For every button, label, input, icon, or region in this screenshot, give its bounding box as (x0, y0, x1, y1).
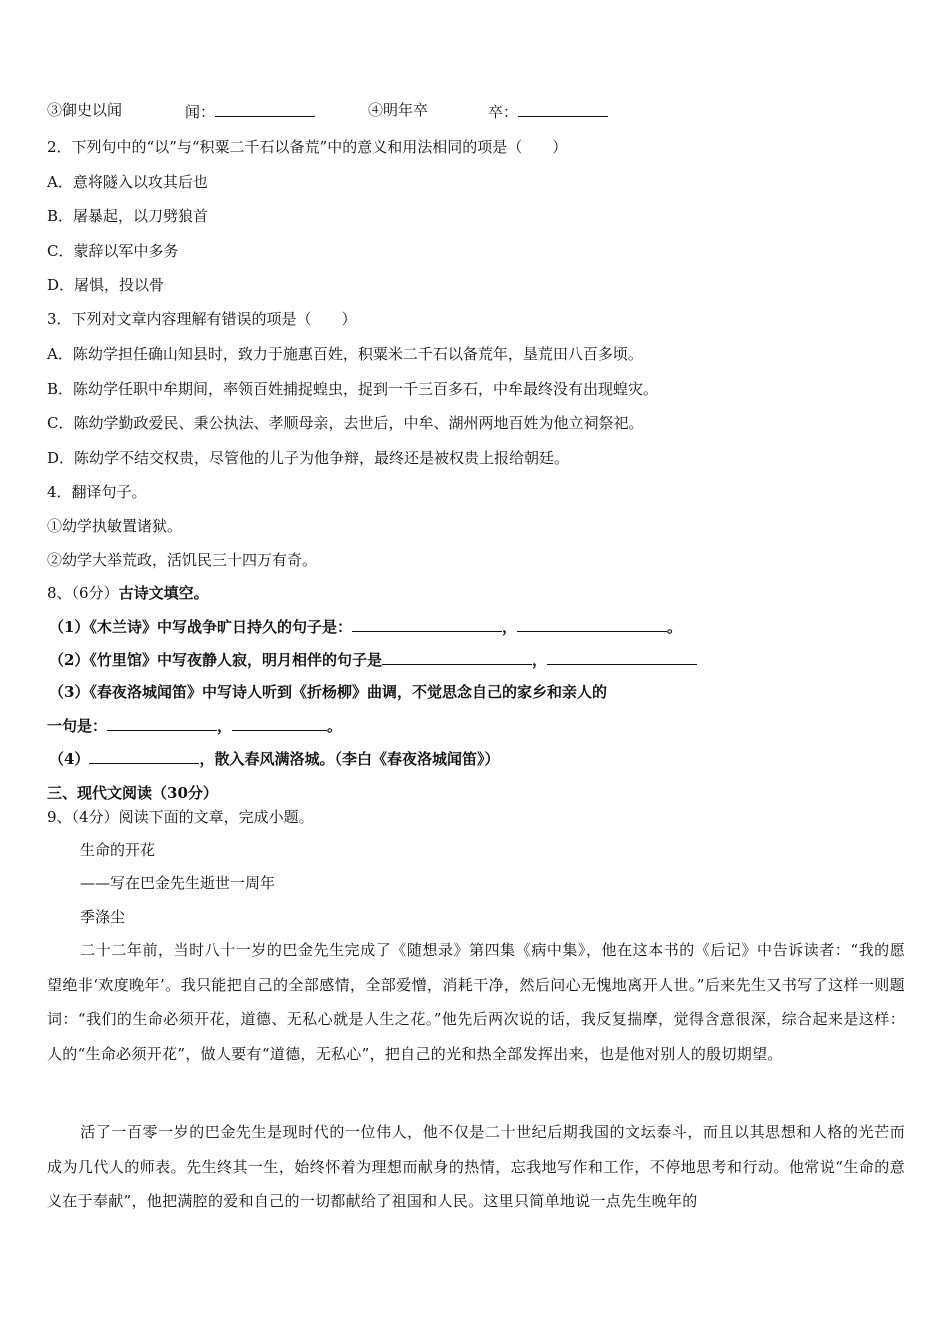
q8-2-blank-a[interactable] (382, 650, 532, 665)
article-subtitle: ——写在巴金先生逝世一周年 (80, 874, 276, 892)
q8-line-3: （3）《春夜洛城闻笛》中写诗人听到《折杨柳》曲调，不觉思念自己的家乡和亲人的 (49, 683, 607, 701)
q8-title: 古诗文填空。 (118, 584, 209, 602)
article-author: 季涤尘 (80, 908, 126, 926)
article-paragraph-1: 二十二年前，当时八十一岁的巴金先生完成了《随想录》第四集《病中集》，他在这本书的《后记》中告诉读者：“我的愿望绝非‘欢度晚年’。我只能把自己的全部感情，全部爱憎，消耗干净，然后问心无愧地离开人世。”后来先生又书写了这样一则题词：“我们的生命必须开花，道德、无私心就是人生之花。”他先后两次说的话，我反复揣摩，觉得含意很深，综合起来是这样：人的“生命必须开花”，做人要有“道德，无私心”，把自己的光和热全部发挥出来，也是他对别人的殷切期望。 (47, 941, 905, 1063)
q3-stem: 3．下列对文章内容理解有错误的项是（ ） (47, 310, 357, 328)
q8-number: 8、（6分） (47, 584, 119, 602)
section-3-title: 三、现代文阅读（30分） (47, 784, 218, 802)
q7-item3: ③御史以闻 (47, 101, 123, 119)
article-title: 生命的开花 (80, 841, 156, 859)
q2-stem: 2．下列句中的“以”与“积粟二千石以备荒”中的意义和用法相同的项是（ ） (47, 138, 568, 156)
q8-line-2: （2）《竹里馆》中写夜静人寂，明月相伴的句子是 ， (49, 650, 697, 670)
q9-stem: 9、（4分）阅读下面的文章，完成小题。 (47, 808, 314, 826)
q3-option-b[interactable]: B．陈幼学任职中牟期间，率领百姓捕捉蝗虫，捉到一千三百多石，中牟最终没有出现蝗灾。 (47, 380, 659, 398)
q8-3-blank-a[interactable] (107, 716, 217, 731)
q8-line-3b: 一句是： ， 。 (47, 717, 343, 735)
q3-option-d[interactable]: D．陈幼学不结交权贵，尽管他的儿子为他争辩，最终还是被权贵上报给朝廷。 (47, 449, 570, 467)
q7-item3-blank[interactable] (215, 102, 315, 117)
q4-stem: 4．翻译句子。 (47, 483, 147, 501)
q7-item4-answer: 卒： (488, 102, 608, 122)
q8-3-blank-b[interactable] (232, 716, 327, 731)
q8-line-1: （1）《木兰诗》中写战争旷日持久的句子是： ， 。 (49, 618, 682, 636)
q7-blank-row (47, 100, 122, 120)
q8-heading (47, 583, 209, 603)
q2-option-b[interactable]: B．屠暴起，以刀劈狼首 (47, 207, 209, 225)
q2-option-d[interactable]: D．屠惧，投以骨 (47, 276, 165, 294)
q4-item-1: ①幼学执敏置诸狱。 (47, 517, 183, 535)
q7-item3-answer: 闻： (185, 102, 315, 122)
q2-option-c[interactable]: C．蒙辞以军中多务 (47, 242, 179, 260)
q4-item-2: ②幼学大举荒政，活饥民三十四万有奇。 (47, 551, 318, 569)
q3-option-a[interactable]: A．陈幼学担任确山知县时，致力于施惠百姓，积粟米二千石以备荒年，垦荒田八百多顷。 (47, 345, 643, 363)
q7-item4-blank[interactable] (518, 102, 608, 117)
q2-option-a[interactable]: A．意将隧入以攻其后也 (47, 173, 208, 191)
article-paragraph-2: 活了一百零一岁的巴金先生是现时代的一位伟人，他不仅是二十世纪后期我国的文坛泰斗，而且以其思想和人格的光芒而成为几代人的师表。先生终其一生，始终怀着为理想而献身的热情，忘我地写作和工作，不停地思考和行动。他常说“生命的意义在于奉献”，他把满腔的爱和自己的一切都献给了祖国和人民。这里只简单地说一点先生晚年的 (47, 1123, 905, 1210)
q8-4-blank[interactable] (89, 749, 199, 764)
q8-2-blank-b[interactable] (547, 650, 697, 665)
q8-line-4: （4） ，散入春风满洛城。（李白《春夜洛城闻笛》） (49, 750, 500, 768)
q7-item4: ④明年卒 (368, 101, 429, 119)
q8-1-blank-a[interactable] (352, 617, 502, 632)
q3-option-c[interactable]: C．陈幼学勤政爱民、秉公执法、孝顺母亲，去世后，中牟、湖州两地百姓为他立祠祭祀。 (47, 414, 644, 432)
q8-1-blank-b[interactable] (517, 617, 667, 632)
